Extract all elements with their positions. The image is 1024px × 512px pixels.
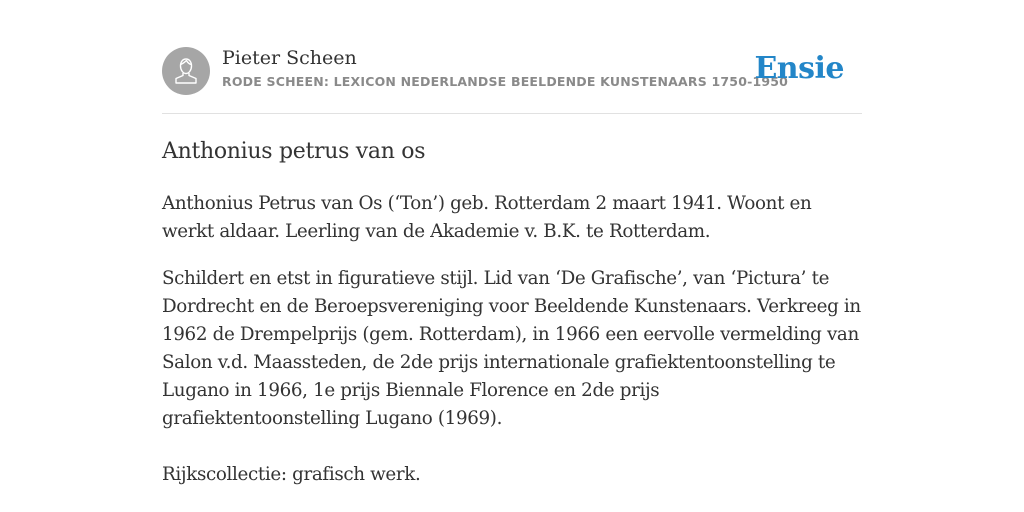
source-title[interactable]: RODE SCHEEN: LEXICON NEDERLANDSE BEELDENDE KUNSTENAARS 1750-1950 [222,74,789,89]
article-paragraph: Anthonius Petrus van Os (‘Ton’) geb. Rotterdam 2 maart 1941. Woont en werkt aldaar. Leerling van de Akademie v. B.K. te Rotterdam. [162,193,812,242]
article-paragraph: Rijkscollectie: grafisch werk. [162,464,421,485]
article-header [162,46,862,96]
header-divider [162,113,862,114]
ensie-logo[interactable]: Ensie [754,51,844,86]
author-avatar[interactable] [162,47,210,95]
article-content [162,136,862,489]
author-name[interactable]: Pieter Scheen [222,47,357,69]
user-icon [162,47,210,95]
article-paragraph: Schildert en etst in figuratieve stijl. Lid van ‘De Grafische’, van ‘Pictura’ te Dordrecht en de Beroepsvereniging voor Beeldende Kunstenaars. Verkreeg in 1962 de Drempelprijs (gem. Rotterdam), in 1966 een eervolle vermelding van Salon v.d. Maassteden, de 2de prijs internationale grafiektentoonstelling te Lugano in 1966, 1e prijs Biennale Florence en 2de prijs grafiektentoonstelling Lugano (1969). [162,268,861,429]
article-title: Anthonius petrus van os [162,139,426,164]
